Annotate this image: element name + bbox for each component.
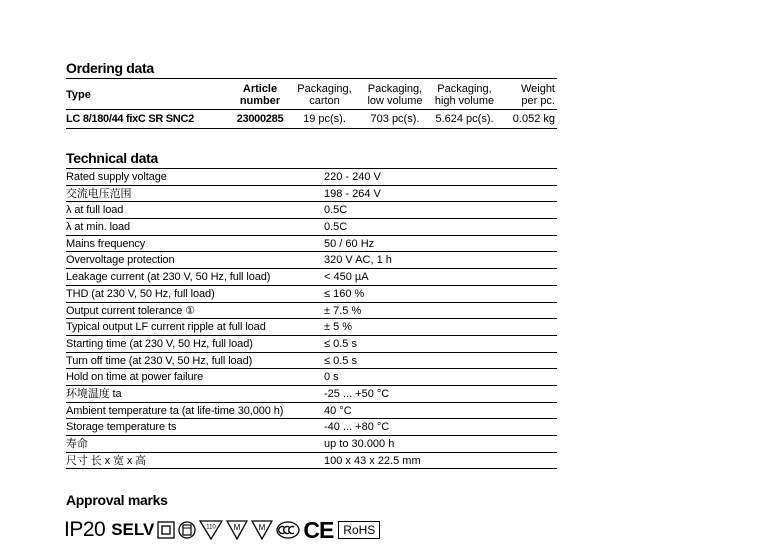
cell-type: LC 8/180/44 fixC SR SNC2 [66, 113, 194, 125]
tech-label: Hold on time at power failure [66, 371, 204, 384]
tech-label: 寿命 [66, 438, 88, 450]
tech-value: 198 - 264 V [324, 187, 381, 200]
table-row [66, 319, 557, 336]
svg-text:M: M [234, 523, 241, 532]
tech-label: Starting time (at 230 V, 50 Hz, full load) [66, 337, 253, 350]
tech-label: λ at full load [66, 204, 124, 217]
table-row [66, 110, 557, 129]
tech-value: ± 7.5 % [324, 304, 362, 317]
tech-value: -25 ... +50 °C [324, 387, 390, 400]
tech-value: up to 30.000 h [324, 438, 395, 450]
m-mark-icon [226, 520, 248, 540]
tech-label: Turn off time (at 230 V, 50 Hz, full load) [66, 354, 253, 367]
tech-value: ≤ 160 % [324, 287, 365, 300]
table-row [66, 453, 557, 470]
table-row [66, 236, 557, 253]
header-weight: Weight per pc. [520, 82, 555, 107]
tech-value: 0 s [324, 371, 339, 384]
thermal-protection-icon [178, 521, 196, 539]
ordering-data-title: Ordering data [66, 60, 154, 76]
tech-label: Storage temperature ts [66, 421, 177, 434]
tech-label: THD (at 230 V, 50 Hz, full load) [66, 287, 215, 300]
mm-mark-icon [251, 520, 273, 540]
cell-weight: 0.052 kg [512, 113, 555, 125]
ccc-icon [276, 521, 300, 539]
ip20-mark: IP20 [64, 518, 106, 541]
table-row [66, 369, 557, 386]
table-row [66, 303, 557, 320]
tech-value: 0.5C [324, 221, 348, 234]
tech-label: Ambient temperature ta (at life-time 30,000 h) [66, 404, 284, 417]
table-row [66, 403, 557, 420]
tech-value: 320 V AC, 1 h [324, 254, 392, 267]
header-packaging-high-volume: Packaging, high volume [434, 82, 495, 107]
tech-label: Leakage current (at 230 V, 50 Hz, full load) [66, 271, 271, 284]
table-row [66, 252, 557, 269]
table-row [66, 219, 557, 236]
tech-value: 50 / 60 Hz [324, 237, 375, 250]
selv-mark: SELV [111, 520, 155, 539]
tech-label: Mains frequency [66, 237, 146, 250]
table-row [66, 269, 557, 286]
tech-value: < 450 µA [324, 271, 369, 284]
tech-label: 交流电压范围 [66, 187, 132, 200]
technical-data-title: Technical data [66, 150, 159, 166]
table-row [66, 386, 557, 403]
ordering-table-header [66, 79, 557, 110]
header-article-number: Article number [239, 82, 281, 107]
tech-value: 100 x 43 x 22.5 mm [324, 454, 421, 467]
ce-icon: CE [303, 516, 334, 543]
cell-packaging-carton: 19 pc(s). [303, 113, 346, 125]
tech-value: 0.5C [324, 204, 348, 217]
table-row [66, 353, 557, 370]
approval-marks [64, 515, 380, 545]
table-row [66, 336, 557, 353]
cell-article-number: 23000285 [236, 113, 284, 125]
tech-value: ≤ 0.5 s [324, 354, 357, 367]
ordering-table [66, 78, 557, 129]
tech-value: -40 ... +80 °C [324, 421, 390, 434]
tech-label: λ at min. load [66, 221, 131, 234]
approval-marks-title: Approval marks [66, 492, 168, 508]
rohs-badge: RoHS [338, 521, 380, 539]
cell-packaging-low-volume: 703 pc(s). [370, 113, 420, 125]
table-row [66, 202, 557, 219]
tech-label: Output current tolerance ① [66, 304, 195, 317]
cell-packaging-high-volume: 5.624 pc(s). [435, 113, 494, 125]
tech-value: 220 - 240 V [324, 171, 381, 183]
table-row [66, 186, 557, 203]
tech-label: 尺寸 长 x 宽 x 高 [66, 454, 147, 467]
tech-label: Overvoltage protection [66, 254, 175, 267]
table-row [66, 286, 557, 303]
tech-value: 40 °C [324, 404, 352, 417]
table-row [66, 436, 557, 453]
header-type: Type [66, 88, 91, 101]
tech-label: Rated supply voltage [66, 171, 167, 183]
technical-table [66, 168, 557, 469]
table-row [66, 419, 557, 436]
tech-value: ± 5 % [324, 321, 353, 334]
tech-value: ≤ 0.5 s [324, 337, 357, 350]
header-packaging-carton: Packaging, carton [297, 82, 352, 107]
svg-text:M: M [259, 523, 266, 532]
svg-text:110: 110 [206, 524, 217, 531]
table-row [66, 169, 557, 186]
f-mark-110-icon [199, 520, 223, 540]
tech-label: 环境温度 ta [66, 387, 122, 400]
double-insulation-icon [157, 521, 175, 539]
tech-label: Typical output LF current ripple at full load [66, 321, 266, 334]
header-packaging-low-volume: Packaging, low volume [367, 82, 423, 107]
